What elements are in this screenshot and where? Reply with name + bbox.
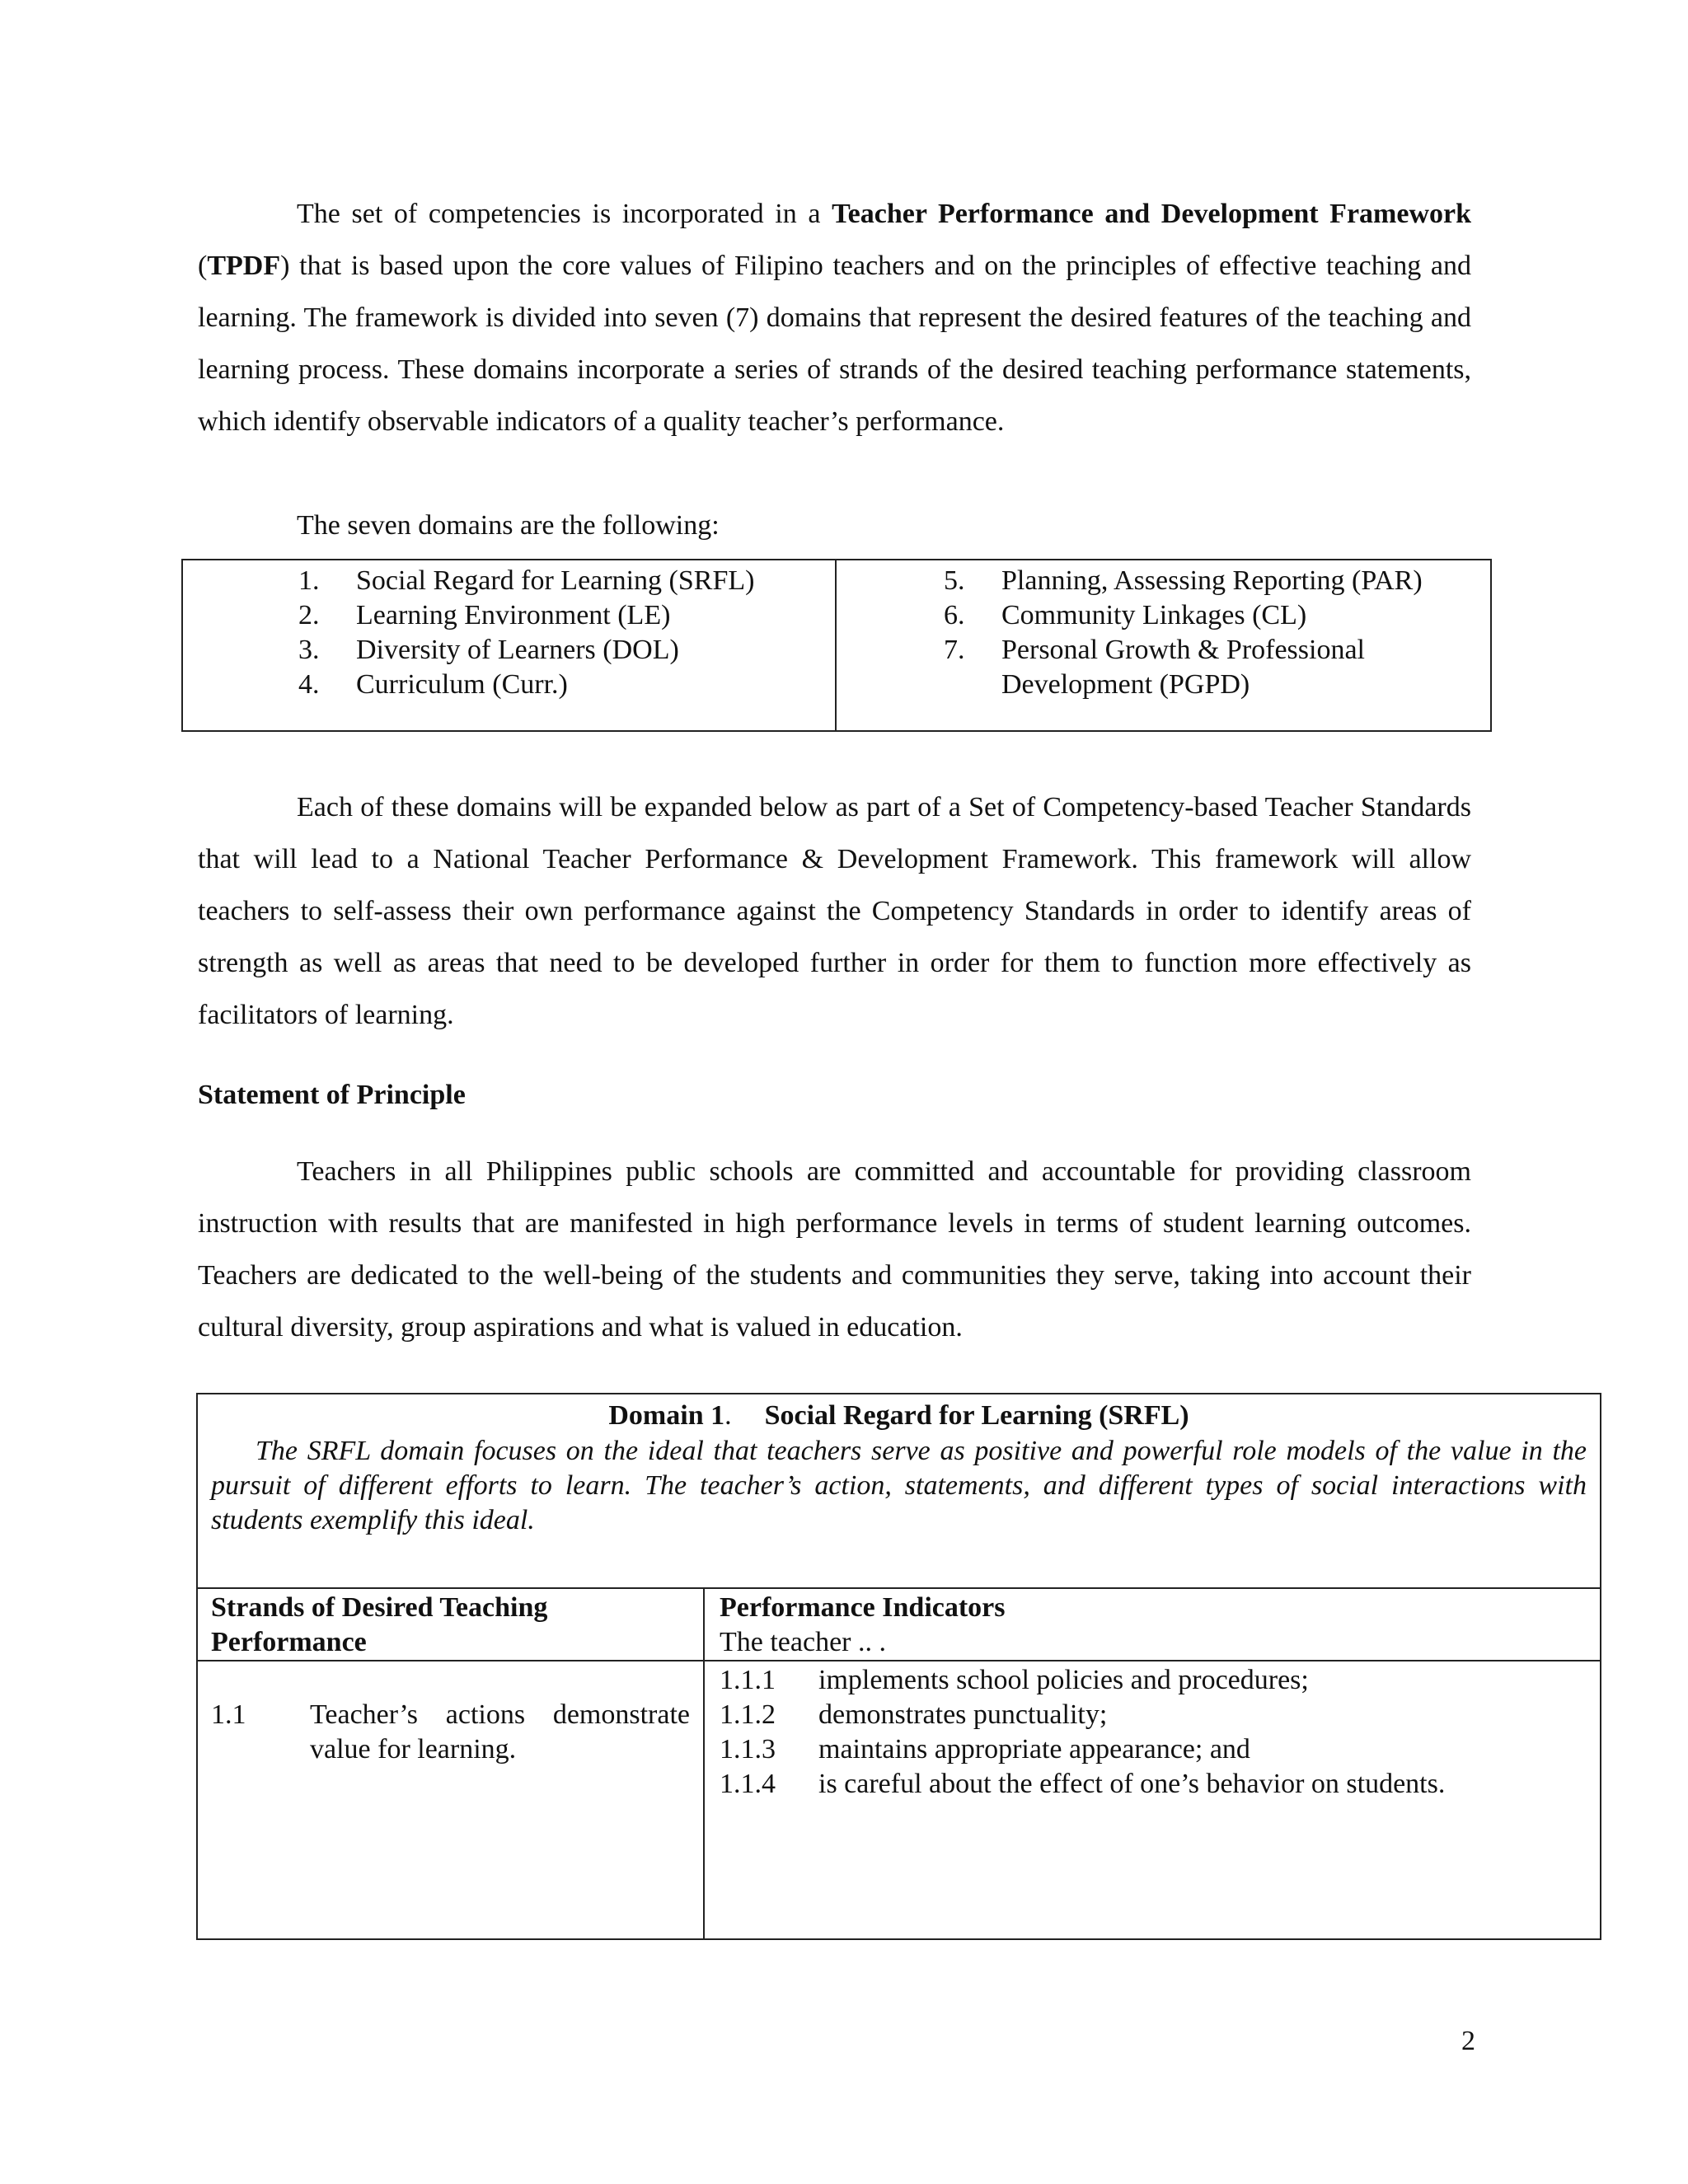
indicator-text: implements school policies and procedures; <box>818 1665 1309 1695</box>
domains-right-column <box>837 560 1490 730</box>
domain1-column-headers <box>198 1589 1600 1661</box>
indicator-text: demonstrates punctuality; <box>818 1699 1108 1730</box>
indicator-number: 1.1.3 <box>720 1734 776 1765</box>
seven-domains-box <box>181 559 1492 732</box>
domain-list-item <box>183 598 835 633</box>
indicators-header <box>705 1589 1600 1660</box>
intro-paragraph <box>198 188 1471 448</box>
strands-header: Strands of Desired Teaching Performance <box>198 1589 705 1660</box>
domains-intro: The seven domains are the following: <box>297 510 720 541</box>
principle-text: Teachers in all Philippines public schools are committed and accountable for providing classroom instruction with results that are manifested in high performance levels in terms of student learning outcomes. Teachers are dedicated to the well-being of the students and communities they serve, taking into account their cultural diversity, group aspirations and what is valued in education. <box>198 1156 1471 1343</box>
domain1-name: Social Regard for Learning (SRFL) <box>764 1400 1189 1431</box>
domain-number: 2. <box>298 600 320 630</box>
expansion-text: Each of these domains will be expanded below as part of a Set of Competency-based Teacher Standards that will lead to a National Teacher Performance & Development Framework. This framework will allow teachers to self-assess their own performance against the Competency Standards in order to identify areas of strength as well as areas that need to be developed further in order for them to function more effectively as facilitators of learning. <box>198 792 1471 1030</box>
domain-label: Personal Growth & Professional Development (PGPD) <box>1001 635 1366 700</box>
domain1-title <box>211 1394 1587 1434</box>
principle-heading: Statement of Principle <box>198 1080 466 1110</box>
domain-list-item <box>837 564 1490 598</box>
domain-label: Community Linkages (CL) <box>1001 600 1307 630</box>
domain-label: Social Regard for Learning (SRFL) <box>356 565 755 596</box>
strand-text: Teacher’s actions demonstrate value for learning. <box>310 1699 690 1765</box>
strand-cell <box>198 1661 705 1938</box>
indicator-number: 1.1.2 <box>720 1699 776 1730</box>
domain1-period: . <box>724 1400 732 1431</box>
principle-paragraph <box>198 1146 1471 1353</box>
strand-number: 1.1 <box>211 1699 246 1730</box>
domain-list-item <box>837 633 1490 702</box>
expansion-paragraph <box>198 781 1471 1041</box>
intro-text-2: ( <box>198 251 208 281</box>
indicator-number: 1.1.4 <box>720 1769 776 1799</box>
tpdf-acronym: TPDF <box>207 251 281 281</box>
domain-list-item <box>183 668 835 702</box>
indicators-header-title: Performance Indicators <box>720 1592 1006 1623</box>
strand-item <box>211 1663 690 1767</box>
domain-label: Learning Environment (LE) <box>356 600 671 630</box>
domain1-strand-row <box>198 1661 1600 1938</box>
indicator-text: maintains appropriate appearance; and <box>818 1734 1250 1765</box>
domains-left-column <box>183 560 837 730</box>
domain-list-item <box>183 633 835 668</box>
indicator-item <box>720 1732 1585 1767</box>
indicators-header-subtitle: The teacher .. . <box>720 1627 886 1657</box>
domain1-description: The SRFL domain focuses on the ideal that teachers serve as positive and powerful role models of the value in the pursuit of different efforts to learn. The teacher’s action, statements, and different types of social interactions with students exemplify this ideal. <box>211 1436 1587 1535</box>
indicators-cell <box>705 1661 1600 1938</box>
domain-number: 3. <box>298 635 320 665</box>
indicator-text: is careful about the effect of one’s behavior on students. <box>818 1769 1446 1799</box>
indicator-item <box>720 1698 1585 1732</box>
domain1-table <box>196 1393 1601 1940</box>
domain-number: 5. <box>944 565 965 596</box>
intro-text-3: ) that is based upon the core values of Filipino teachers and on the principles of effective teaching and learning. The framework is divided into seven (7) domains that represent the desired features of the teaching and learning process. These domains incorporate a series of strands of the desired teaching performance statements, which identify observable indicators of a quality teacher’s performance. <box>198 251 1471 437</box>
domain-label: Diversity of Learners (DOL) <box>356 635 679 665</box>
domain-label: Curriculum (Curr.) <box>356 669 568 700</box>
domain1-header-cell <box>198 1394 1600 1589</box>
intro-text-1: The set of competencies is incorporated in a <box>297 199 832 229</box>
tpdf-name: Teacher Performance and Development Framework <box>832 199 1472 229</box>
indicator-item <box>720 1767 1585 1802</box>
domain-list-item <box>183 564 835 598</box>
indicator-number: 1.1.1 <box>720 1665 776 1695</box>
page-number: 2 <box>1461 2026 1475 2056</box>
domain1-label: Domain 1 <box>608 1400 725 1431</box>
domain-list-item <box>837 598 1490 633</box>
domain-number: 6. <box>944 600 965 630</box>
domain-label: Planning, Assessing Reporting (PAR) <box>1001 565 1423 596</box>
indicator-item <box>720 1663 1585 1698</box>
domain-number: 7. <box>944 635 965 665</box>
domain-number: 4. <box>298 669 320 700</box>
domain-number: 1. <box>298 565 320 596</box>
